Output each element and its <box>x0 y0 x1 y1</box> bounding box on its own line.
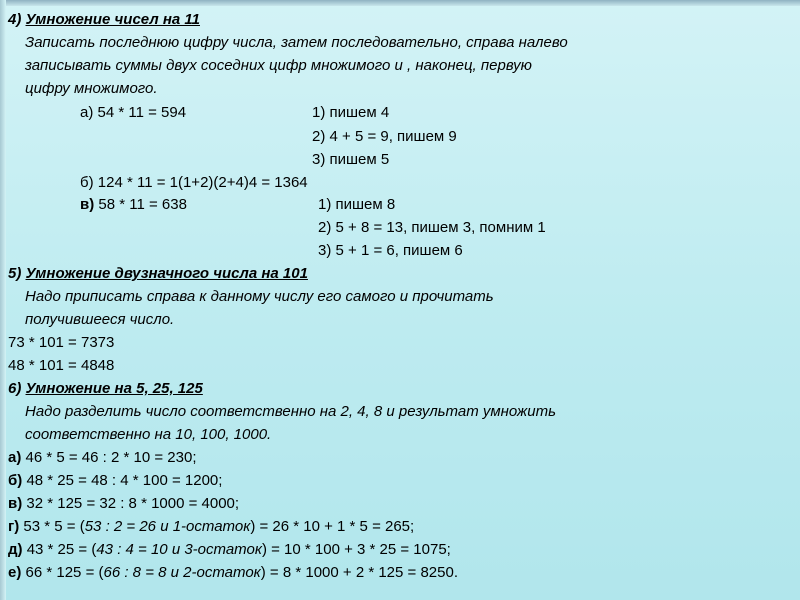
example-expression-remainder: 66 : 8 = 8 и 2-остаток <box>103 564 261 581</box>
section-4-title: Умножение чисел на 11 <box>25 11 200 28</box>
slide-left-border <box>0 0 6 600</box>
example-label: в) <box>80 196 95 213</box>
example-label: б) <box>8 472 23 489</box>
example-expression-end: ) = 8 * 1000 + 2 * 125 = 8250. <box>260 564 458 581</box>
example-expression-end: ) = 10 * 100 + 3 * 25 = 1075; <box>261 541 451 558</box>
section-6-number: 6) <box>8 380 22 397</box>
example-expression: 58 * 11 = 638 <box>98 196 187 213</box>
example-label: в) <box>8 495 23 512</box>
section-6-example-b <box>8 471 222 491</box>
section-4-number: 4) <box>8 11 22 28</box>
section-6-example-e <box>8 563 458 583</box>
example-label: а) <box>8 449 22 466</box>
example-4b <box>80 173 308 193</box>
section-4-desc-line-2: записывать суммы двух соседних цифр множимого и , наконец, первую <box>25 57 532 74</box>
example-4v <box>80 195 187 215</box>
section-5-example-2: 48 * 101 = 4848 <box>8 357 115 374</box>
example-expression-remainder: 53 : 2 = 26 и 1-остаток <box>84 518 251 535</box>
example-4v-step-2: 2) 5 + 8 = 13, пишем 3, помним 1 <box>318 219 546 236</box>
example-4v-step-1: 1) пишем 8 <box>318 196 396 213</box>
section-5-number: 5) <box>8 265 22 282</box>
example-label: е) <box>8 564 22 581</box>
section-6-example-a <box>8 448 197 468</box>
section-4-heading <box>8 10 200 30</box>
section-4-desc-line-3: цифру множимого. <box>25 80 158 97</box>
example-expression-start: 53 * 5 = ( <box>23 518 85 535</box>
example-label: б) <box>80 174 94 191</box>
section-5-desc-line-2: получившееся число. <box>25 311 175 328</box>
example-4a-step-2: 2) 4 + 5 = 9, пишем 9 <box>312 128 457 145</box>
example-expression-start: 66 * 125 = ( <box>25 564 104 581</box>
section-5-title: Умножение двузначного числа на 101 <box>25 265 308 282</box>
example-4a-step-3: 3) пишем 5 <box>312 151 390 168</box>
example-expression-remainder: 43 : 4 = 10 и 3-остаток <box>96 541 262 558</box>
section-6-heading <box>8 379 203 399</box>
section-5-heading <box>8 264 308 284</box>
example-expression: 32 * 125 = 32 : 8 * 1000 = 4000; <box>26 495 240 512</box>
example-4a-step-1: 1) пишем 4 <box>312 104 390 121</box>
section-4-desc-line-1: Записать последнюю цифру числа, затем последовательно, справа налево <box>25 34 568 51</box>
example-label: а) <box>80 104 94 121</box>
example-label: г) <box>8 518 20 535</box>
section-6-desc-line-2: соответственно на 10, 100, 1000. <box>25 426 272 443</box>
example-expression: 48 * 25 = 48 : 4 * 100 = 1200; <box>26 472 223 489</box>
section-5-desc-line-1: Надо приписать справа к данному числу его самого и прочитать <box>25 288 494 305</box>
section-6-example-g <box>8 517 414 537</box>
section-6-example-d <box>8 540 451 560</box>
example-4v-step-3: 3) 5 + 1 = 6, пишем 6 <box>318 242 463 259</box>
section-6-title: Умножение на 5, 25, 125 <box>25 380 203 397</box>
example-label: д) <box>8 541 23 558</box>
section-6-desc-line-1: Надо разделить число соответственно на 2, 4, 8 и результат умножить <box>25 403 556 420</box>
example-expression: 54 * 11 = 594 <box>97 104 187 121</box>
example-expression: 124 * 11 = 1(1+2)(2+4)4 = 1364 <box>97 174 308 191</box>
example-expression-end: ) = 26 * 10 + 1 * 5 = 265; <box>250 518 415 535</box>
section-5-example-1: 73 * 101 = 7373 <box>8 334 115 351</box>
section-6-example-v <box>8 494 239 514</box>
slide-top-border <box>0 0 800 6</box>
example-expression: 46 * 5 = 46 : 2 * 10 = 230; <box>25 449 197 466</box>
example-4a <box>80 103 186 123</box>
example-expression-start: 43 * 25 = ( <box>26 541 97 558</box>
